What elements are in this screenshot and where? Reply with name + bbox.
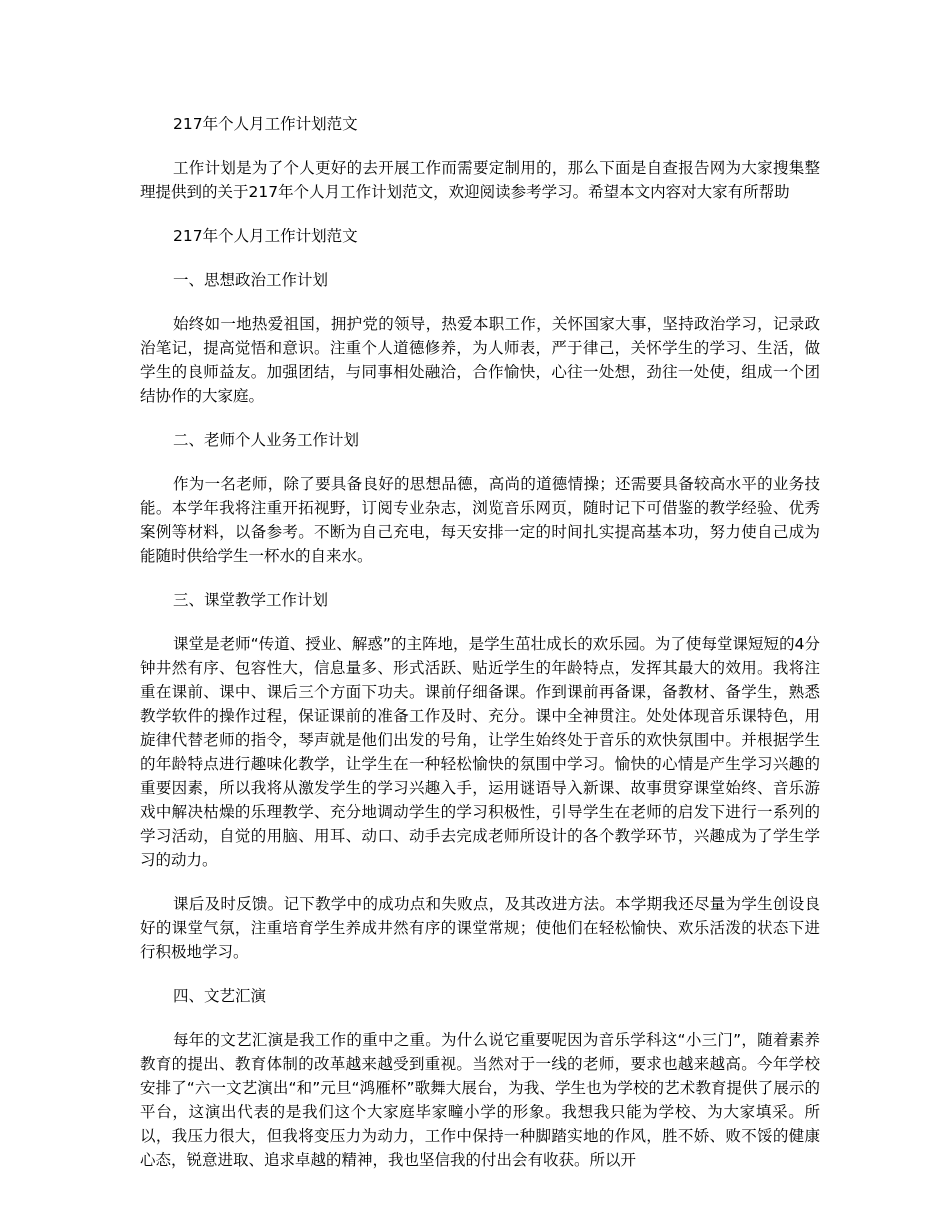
section-3-heading: 三、课堂教学工作计划 (173, 591, 329, 609)
section-2-heading: 二、老师个人业务工作计划 (173, 431, 360, 449)
section-2-paragraph: 作为一名老师，除了要具备良好的思想品德，高尚的道德情操；还需要具备较高水平的业务技能。本学年我将注重开拓视野，订阅专业杂志，浏览音乐网页，随时记下可借鉴的教学经验、优秀案例等材料，以备参考。不断为自己充电，每天安排一定的时间扎实提高基本功，努力使自己成为能随时供给学生一杯水的自来水。 (140, 475, 820, 565)
document-subtitle: 217年个人月工作计划范文 (173, 227, 358, 245)
section-3-paragraph-2: 课后及时反馈。记下教学中的成功点和失败点，及其改进方法。本学期我还尽量为学生创设良好的课堂气氛，注重培育学生养成井然有序的课堂常规；使他们在轻松愉快、欢乐活泼的状态下进行积极地学习。 (140, 895, 820, 961)
section-1-paragraph: 始终如一地热爱祖国，拥护党的领导，热爱本职工作，关怀国家大事，坚持政治学习，记录政治笔记，提高觉悟和意识。注重个人道德修养，为人师表，严于律己，关怀学生的学习、生活，做学生的良师益友。加强团结，与同事相处融洽，合作愉快，心往一处想，劲往一处使，组成一个团结协作的大家庭。 (140, 315, 820, 405)
document-page (140, 112, 820, 1192)
section-1-heading: 一、思想政治工作计划 (173, 271, 329, 289)
section-4-heading: 四、文艺汇演 (173, 987, 267, 1005)
intro-paragraph: 工作计划是为了个人更好的去开展工作而需要定制用的，那么下面是自查报告网为大家搜集整理提供到的关于217年个人月工作计划范文，欢迎阅读参考学习。希望本文内容对大家有所帮助 (140, 159, 820, 201)
section-4-paragraph: 每年的文艺汇演是我工作的重中之重。为什么说它重要呢因为音乐学科这“小三门”，随着素养教育的提出、教育体制的改革越来越受到重视。当然对于一线的老师，要求也越来越高。今年学校安排了“六一文艺演出“和”元旦“鸿雁杯”歌舞大展台，为我、学生也为学校的艺术教育提供了展示的平台，这演出代表的是我们这个大家庭毕家疃小学的形象。我想我只能为学校、为大家填采。所以，我压力很大，但我将变压力为动力，工作中保持一种脚踏实地的作风，胜不娇、败不馁的健康心态，锐意进取、追求卓越的精神，我也坚信我的付出会有收获。所以开 (140, 1031, 820, 1169)
document-title: 217年个人月工作计划范文 (173, 115, 358, 133)
section-3-paragraph-1: 课堂是老师“传道、授业、解惑”的主阵地，是学生茁壮成长的欢乐园。为了使每堂课短短的4分钟井然有序、包容性大，信息量多、形式活跃、贴近学生的年龄特点，发挥其最大的效用。我将注重在课前、课中、课后三个方面下功夫。课前仔细备课。作到课前再备课，备教材、备学生，熟悉教学软件的操作过程，保证课前的准备工作及时、充分。课中全神贯注。处处体现音乐课特色，用旋律代替老师的指令，琴声就是他们出发的号角，让学生始终处于音乐的欢快氛围中。并根据学生的年龄特点进行趣味化教学，让学生在一种轻松愉快的氛围中学习。愉快的心情是产生学习兴趣的重要因素，所以我将从激发学生的学习兴趣入手，运用谜语导入新课、故事贯穿课堂始终、音乐游戏中解决枯燥的乐理教学、充分地调动学生的学习积极性，引导学生在老师的启发下进行一系列的学习活动，自觉的用脑、用耳、动口、动手去完成老师所设计的各个教学环节，兴趣成为了学生学习的动力。 (140, 635, 820, 869)
